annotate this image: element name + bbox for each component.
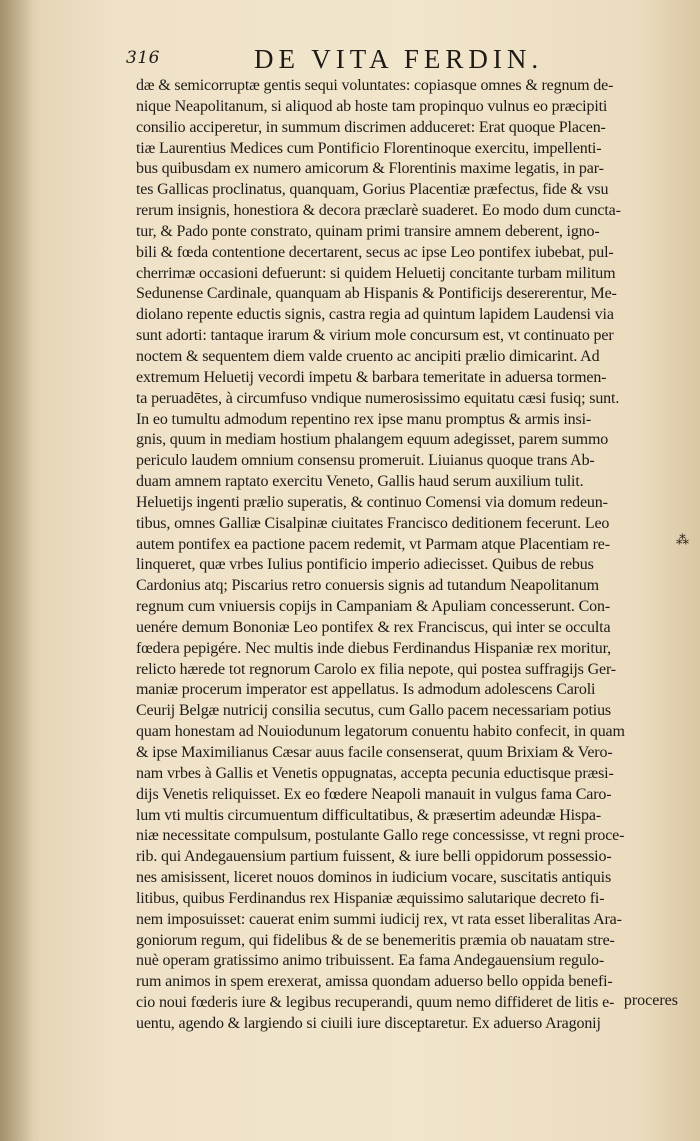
margin-mark: ⁂ (676, 533, 689, 548)
text-line: nam vrbes à Gallis et Venetis oppugnatas, accepta pecunia eductisque præsi- (136, 764, 614, 782)
text-line: autem pontifex ea pactione pacem redemit, vt Parmam atque Placentiam re- (136, 535, 610, 553)
text-line: bili & fœda contentione decertarent, secus ac ipse Leo pontifex iubebat, pul- (136, 243, 614, 261)
text-line: cherrimæ occasioni defuerunt: si quidem Heluetij concitante turbam militum (136, 264, 616, 282)
text-line: nem imposuisset: cauerat enim summi iudicij rex, vt rata esset liberalitas Ara- (136, 910, 622, 928)
text-line: tiæ Laurentius Medices cum Pontificio Florentinoque exercitu, impellenti- (136, 139, 602, 157)
text-line: bus quibusdam ex numero amicorum & Florentinis maxime legatis, in par- (136, 160, 604, 178)
text-line: tes Gallicas proclinatus, quanquam, Gorius Placentiæ præfectus, fide & vsu (136, 181, 609, 199)
text-line: diolano repente eductis signis, castra regia ad quintum lapidem Laudensi via (136, 306, 614, 324)
text-line: ta peruadētes, à circumfuso vndique numerosissimo equitatu cæsi fusiq; sunt. (136, 389, 620, 407)
page-number: 316 (126, 48, 160, 68)
text-line: litibus, quibus Ferdinandus rex Hispaniæ æquissimo salutarique decreto fi- (136, 889, 605, 907)
text-line: In eo tumultu admodum repentino rex ipse manu promptus & armis insi- (136, 410, 592, 428)
body-text (136, 76, 678, 1035)
text-line: dæ & semicorruptæ gentis sequi voluntates: copiasque omnes & regnum de- (136, 77, 614, 94)
text-line: gnis, quum in mediam hostium phalangem equum adegisset, parem summo (136, 431, 609, 449)
text-line: relicto hærede tot regnorum Carolo ex filia nepote, qui postea suffragijs Ger- (136, 660, 616, 678)
text-line: uentu, agendo & largiendo si ciuili iure disceptaretur. Ex aduerso Aragonij (136, 1014, 601, 1032)
text-line: Sedunense Cardinale, quanquam ab Hispanis & Pontificijs desererentur, Me- (136, 285, 617, 303)
text-line: & ipse Maximilianus Cæsar auus facile consenserat, quum Brixiam & Vero- (136, 744, 613, 761)
running-title: DE VITA FERDIN. (254, 44, 544, 74)
text-line: dijs Venetis reliquisset. Ex eo fœdere Neapoli manauit in vulgus fama Caro- (136, 785, 612, 803)
text-line: noctem & sequentem diem valde cruento ac ancipiti prælio dimicarint. Ad (136, 347, 600, 365)
text-line: nique Neapolitanum, si aliquod ab hoste tam propinquo vulnus eo præcipiti (136, 97, 608, 115)
text-line: fœdera pepigére. Nec multis inde diebus Ferdinandus Hispaniæ rex moritur, (136, 639, 611, 657)
text-line: Cardonius atq; Piscarius retro conuersis signis ad tutandum Neapolitanum (136, 577, 599, 595)
text-line: niæ necessitate compulsum, postulante Gallo rege concessisse, vt regni proce- (136, 827, 625, 845)
text-line: tur, & Pado ponte constrato, quinam primi transire amnem deberent, igno- (136, 222, 600, 240)
text-line: rum animos in spem erexerat, amissa quondam aduerso bello oppida benefi- (136, 973, 613, 991)
text-line: duam amnem raptato exercitu Veneto, Gallis haud serum auxilium tulit. (136, 473, 584, 491)
text-line: regnum cum vniuersis copijs in Campaniam & Apuliam concesserunt. Con- (136, 598, 611, 616)
text-line: extremum Heluetij vecordi impetu & barbara temeritate in aduersa tormen- (136, 368, 607, 386)
text-line: sunt adorti: tantaque irarum & virium mole concursum est, vt continuato per (136, 327, 614, 345)
gutter-shadow (0, 0, 34, 1141)
catchword: proceres (623, 992, 678, 1009)
text-line: lum vti multis circumuentum difficultatibus, & præsertim adeundæ Hispa- (136, 806, 601, 824)
text-line: rerum insignis, honestiora & decora præclarè suaderet. Eo modo dum cuncta- (136, 202, 621, 220)
page-header (126, 44, 666, 76)
text-line: consilio acciperetur, in summum discrimen adduceret: Erat quoque Placen- (136, 118, 606, 136)
text-line: linqueret, quæ vrbes Iulius pontificio imperio adiecisset. Quibus de rebus (136, 556, 594, 574)
text-line: nes amisissent, liceret nouos dominos in iudicium vocare, suscitatis antiquis (136, 869, 612, 887)
text-line: Ceurij Belgæ nutricij consilia secutus, cum Gallo pacem necessariam potius (136, 702, 612, 720)
text-line: Heluetijs ingenti prælio superatis, & continuo Comensi via domum redeun- (136, 493, 608, 511)
text-line: tibus, omnes Galliæ Cisalpinæ ciuitates Francisco deditionem fecerunt. Leo (136, 514, 610, 532)
text-line: rib. qui Andegauensium partium fuissent, & iure belli oppidorum possessio- (136, 848, 612, 866)
text-line: uenére demum Bononiæ Leo pontifex & rex Franciscus, qui inter se occulta (136, 618, 611, 636)
text-line: periculo laudem omnium consensu promeruit. Liuianus quoque trans Ab- (136, 452, 595, 470)
text-line: cio noui fœderis iure & legibus recuperandi, quum nemo diffideret de litis e- (136, 994, 615, 1012)
text-line: quam honestam ad Nouiodunum legatorum conuentu habito confecit, in quam (136, 723, 625, 741)
text-line: nuè operam gratissimo animo tribuissent. Ea fama Andegauensium regulo- (136, 952, 605, 970)
text-line: goniorum regum, qui fidelibus & de se benemeritis præmia ob nauatam stre- (136, 931, 615, 949)
text-line: maniæ procerum imperator est appellatus. Is admodum adolescens Caroli (136, 681, 596, 699)
